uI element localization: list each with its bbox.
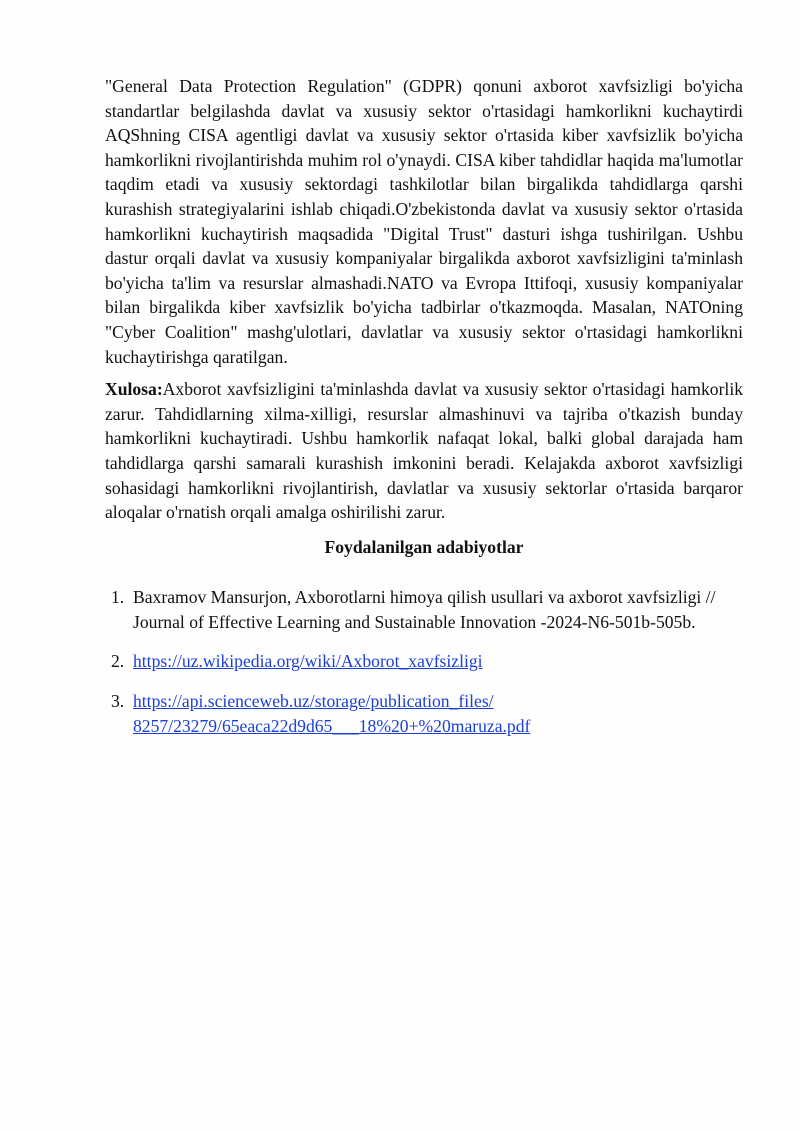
references-heading: Foydalanilgan adabiyotlar <box>324 536 524 557</box>
reference-number: 3. <box>111 691 125 712</box>
reference-item <box>105 689 743 738</box>
references-list <box>105 585 743 738</box>
body-paragraph: "General Data Protection Regulation" (GDPR) qonuni axborot xavfsizligi bo'yicha standartlar belgilashda davlat va xususiy sektor o'rtasidagi hamkorlikni kuchaytirdi AQShning CISA agentligi davlat va xususiy sektor o'rtasida kiber xavfsizlik bo'yicha hamkorlikni rivojlantirishda muhim rol o'ynaydi. CISA kiber tahdidlar haqida ma'lumotlar taqdim etadi va xususiy sektordagi tashkilotlar bilan birgalikda tahdidlarga qarshi kurashish strategiyalarini ishlab chiqadi.O'zbekistonda davlat va xususiy sektor o'rtasida hamkorlikni kuchaytirish maqsadida "Digital Trust" dasturi ishga tushirilgan. Ushbu dastur orqali davlat va xususiy kompaniyalar birgalikda axborot xavfsizligini ta'minlash bo'yicha ta'lim va resurslar almashadi.NATO va Evropa Ittifoqi, xususiy kompaniyalar bilan birgalikda kiber xavfsizlik bo'yicha tadbirlar o'tkazmoqda. Masalan, NATOning "Cyber Coalition" mashg'ulotlari, davlatlar va xususiy sektor o'rtasidagi hamkorlikni kuchaytirishga qaratilgan. <box>105 76 743 367</box>
conclusion-label: Xulosa: <box>105 379 163 400</box>
reference-number: 2. <box>111 651 125 672</box>
conclusion-text: Axborot xavfsizligini ta'minlashda davlat va xususiy sektor o'rtasidagi hamkorlik zarur. Tahdidlarning xilma-xilligi, resurslar almashinuvi va tajriba o'tkazish bunday hamkorlikni kuchaytiradi. Ushbu hamkorlik nafaqat lokal, balki global darajada ham tahdidlarga qarshi samarali kurashish imkonini beradi. Kelajakda axborot xavfsizligi sohasidagi hamkorlikni rivojlantirish, davlatlar va xususiy sektorlar o'rtasida barqaror aloqalar o'rnatish orqali amalga oshirilishi zarur. <box>105 379 743 523</box>
reference-item <box>105 585 743 634</box>
reference-number: 1. <box>111 587 125 608</box>
conclusion-paragraph <box>105 377 743 525</box>
reference-item <box>105 649 743 674</box>
reference-link[interactable] <box>133 689 743 738</box>
reference-link-line: https://api.scienceweb.uz/storage/publication_files/ <box>133 691 494 712</box>
reference-link[interactable]: https://uz.wikipedia.org/wiki/Axborot_xavfsizligi <box>133 651 483 672</box>
reference-link-line: 8257/23279/65eaca22d9d65___18%20+%20maruza.pdf <box>133 715 531 736</box>
document-page <box>105 74 743 753</box>
reference-text: Baxramov Mansurjon, Axborotlarni himoya qilish usullari va axborot xavfsizligi // Journal of Effective Learning and Sustainable Innovation -2024-N6-501b-505b. <box>133 587 716 632</box>
